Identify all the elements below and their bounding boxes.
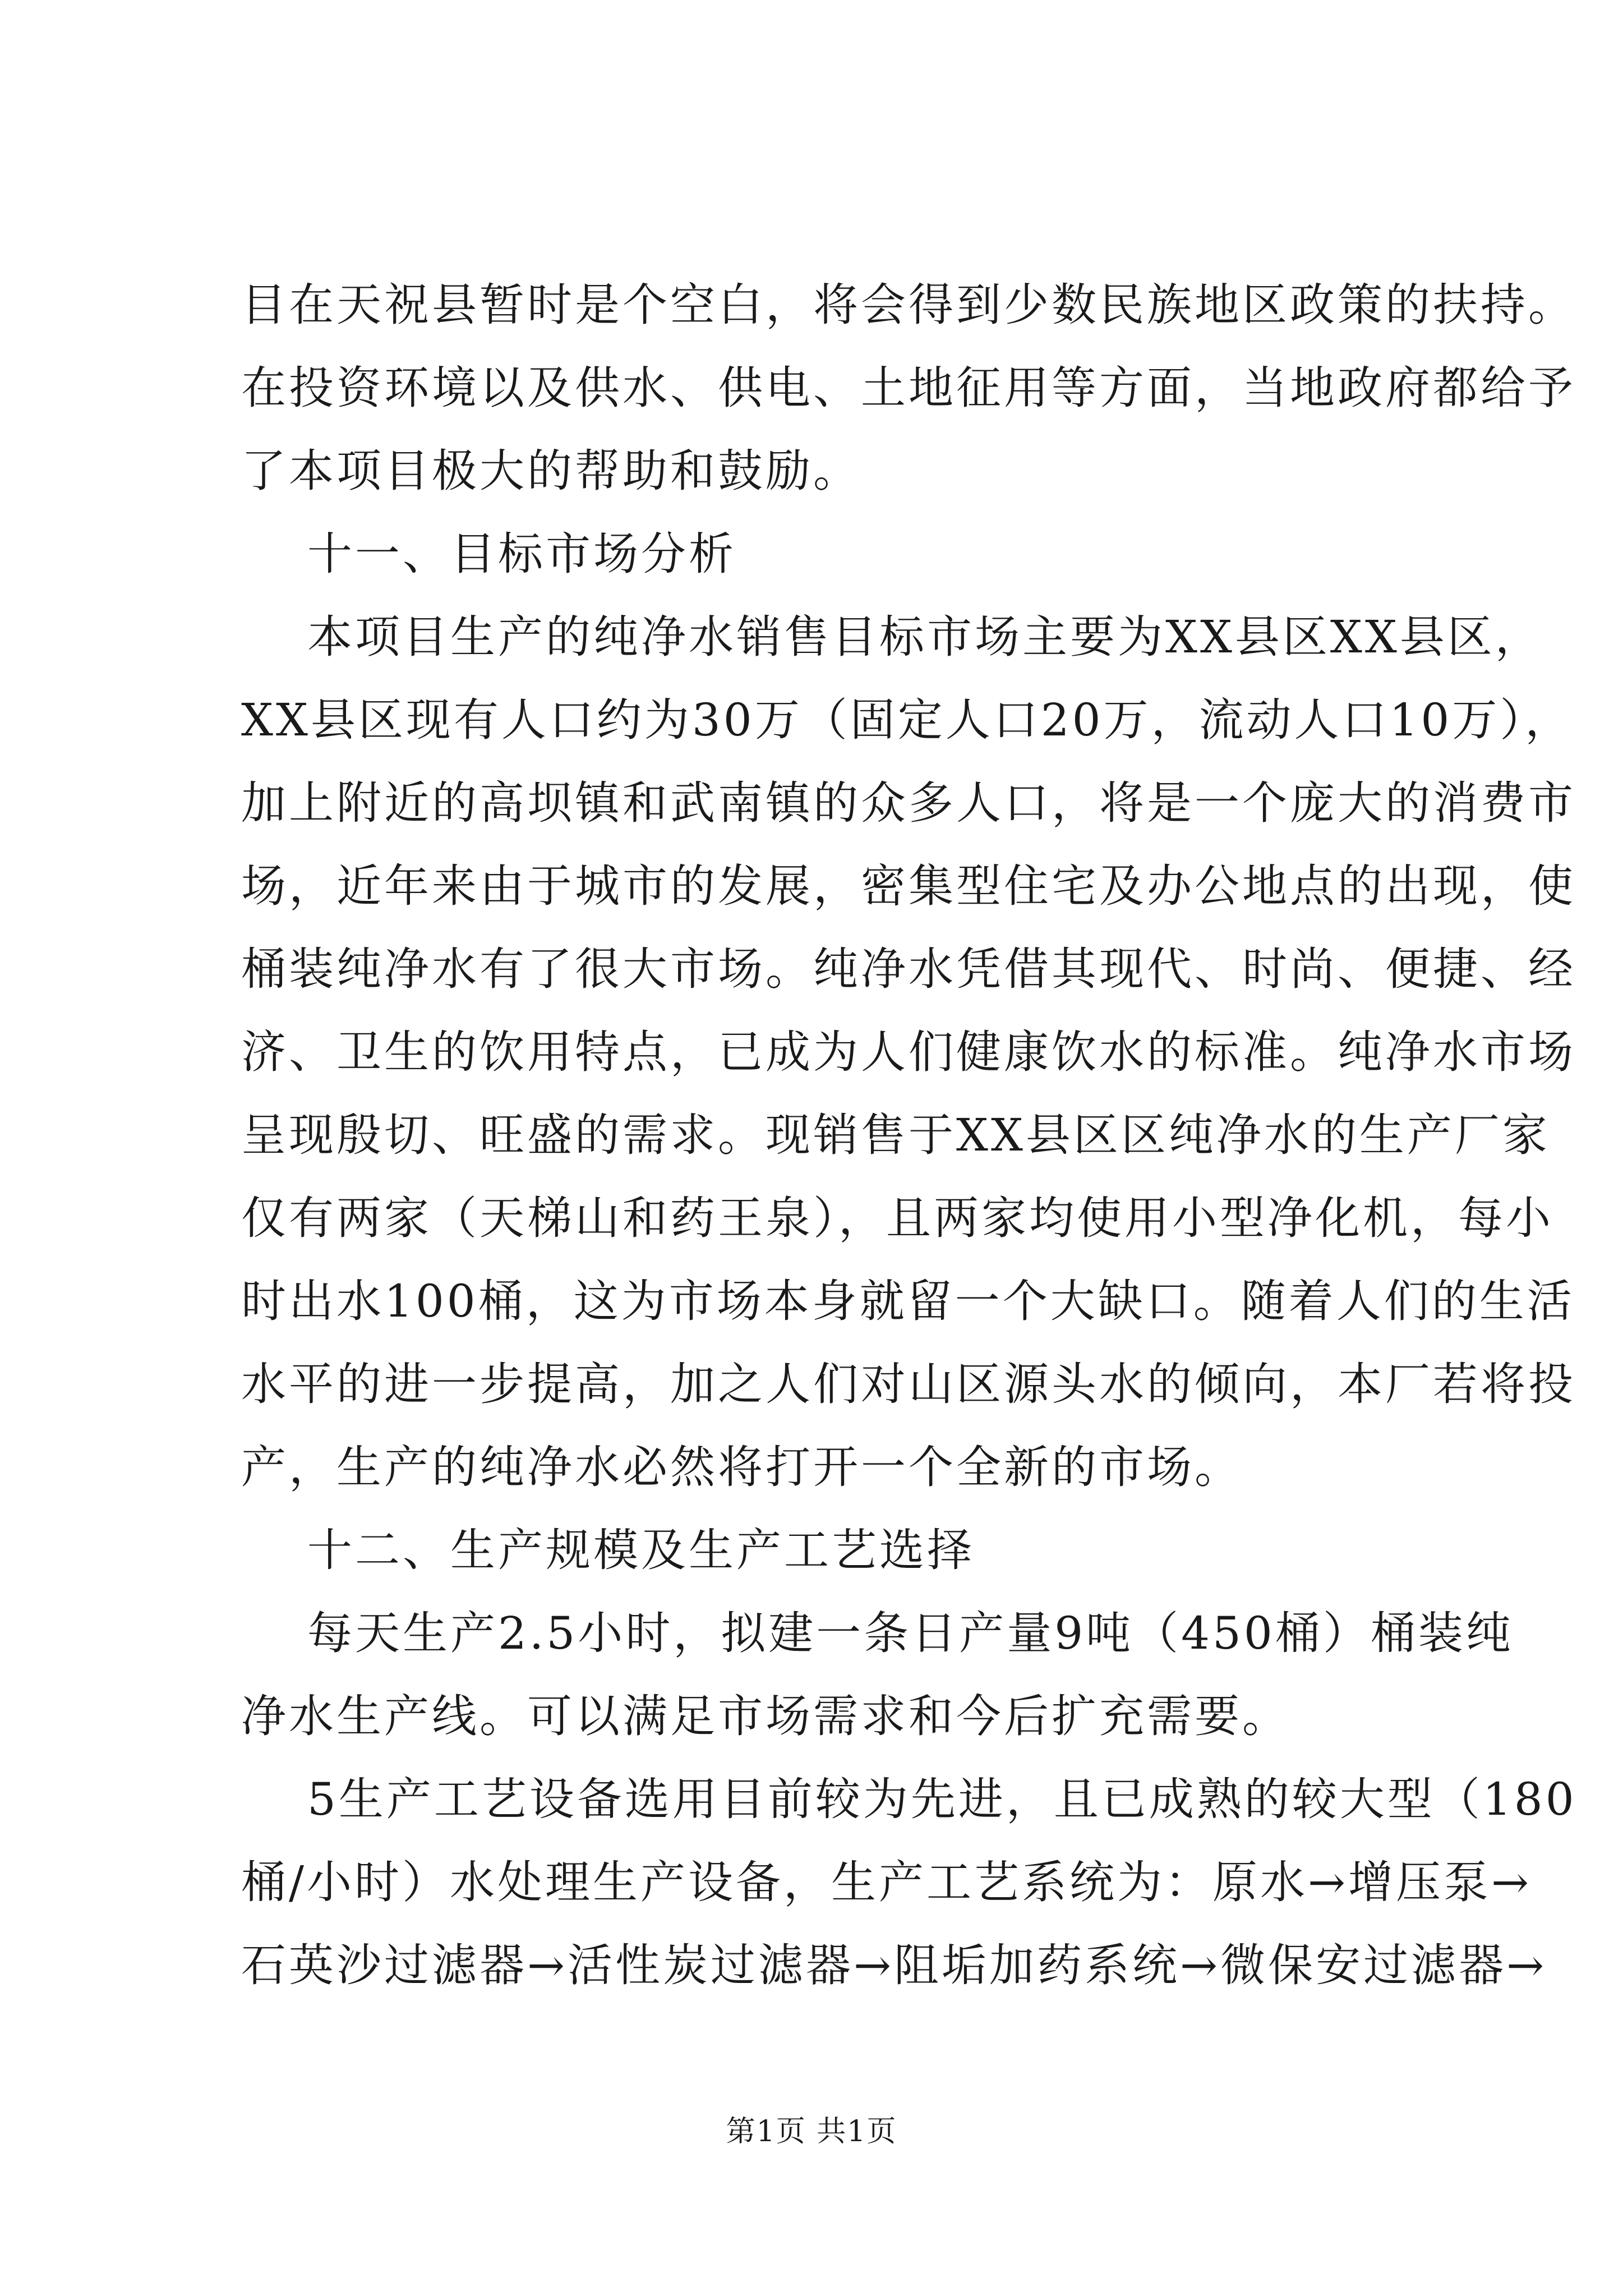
paragraph-line: 场，近年来由于城市的发展，密集型住宅及办公地点的出现，使 [241,860,1576,912]
paragraph-line: 仅有两家（天梯山和药王泉），且两家均使用小型净化机，每小 [241,1192,1553,1244]
paragraph-line: 目在天祝县暂时是个空白，将会得到少数民族地区政策的扶持。 [241,279,1576,331]
paragraph-line: 时出水100桶，这为市场本身就留一个大缺口。随着人们的生活 [241,1275,1575,1327]
paragraph-line: 加上附近的高坝镇和武南镇的众多人口，将是一个庞大的消费市 [241,777,1576,829]
paragraph-line: XX县区现有人口约为30万（固定人口20万，流动人口10万）， [241,694,1573,746]
paragraph-line: 水平的进一步提高，加之人们对山区源头水的倾向，本厂若将投 [241,1358,1576,1410]
paragraph-line: 桶装纯净水有了很大市场。纯净水凭借其现代、时尚、便捷、经 [241,943,1576,995]
paragraph-line: 产，生产的纯净水必然将打开一个全新的市场。 [241,1441,1242,1493]
document-body [241,264,1577,2007]
page-number-footer: 第1页 共1页 [726,2115,897,2148]
paragraph-line: 每天生产2.5小时，拟建一条日产量9吨（450桶）桶装纯 [307,1607,1514,1659]
paragraph-line: 济、卫生的饮用特点，已成为人们健康饮水的标准。纯净水市场 [241,1026,1576,1078]
paragraph-line: 5生产工艺设备选用目前较为先进，且已成熟的较大型（180 [307,1773,1577,1825]
section-heading: 十二、生产规模及生产工艺选择 [307,1524,975,1576]
paragraph-line: 净水生产线。可以满足市场需求和今后扩充需要。 [241,1690,1290,1742]
section-heading: 十一、目标市场分析 [307,528,736,580]
paragraph-line: 石英沙过滤器→活性炭过滤器→阻垢加药系统→微保安过滤器→ [241,1939,1547,1991]
paragraph-line: 在投资环境以及供水、供电、土地征用等方面，当地政府都给予 [241,362,1576,414]
paragraph-line: 了本项目极大的帮助和鼓励。 [241,445,861,497]
paragraph-line: 桶/小时）水处理生产设备，生产工艺系统为：原水→增压泵→ [241,1856,1532,1908]
paragraph-line: 呈现殷切、旺盛的需求。现销售于XX县区区纯净水的生产厂家 [241,1109,1550,1161]
paragraph-line: 本项目生产的纯净水销售目标市场主要为XX县区XX县区， [307,611,1543,663]
